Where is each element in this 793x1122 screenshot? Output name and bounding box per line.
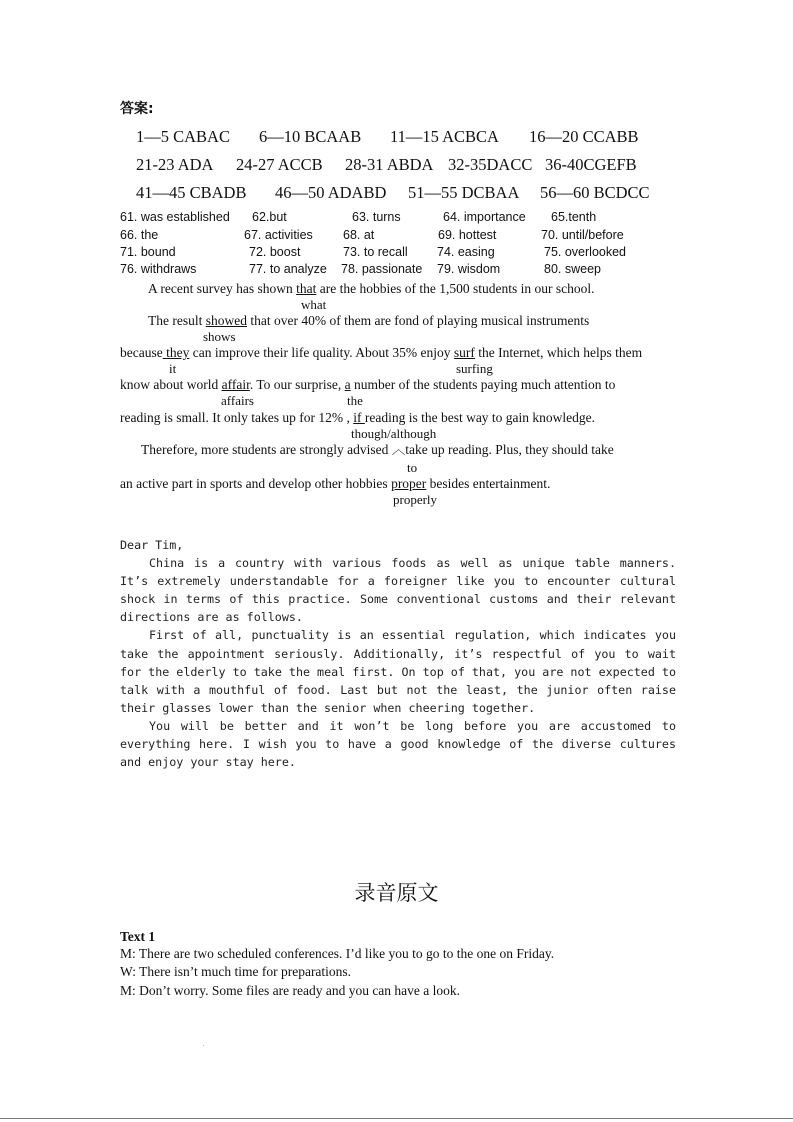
correction-line-4: know about world affair. To our surprise, a number of the students paying much attention to [120,377,616,392]
mc-answer: 28-31 ABDA [345,155,434,174]
fill-answer: 76. withdraws [120,262,197,276]
mc-row-1 [0,127,793,147]
mc-answer: 32-35DACC [448,155,533,174]
fill-answer: 79. wisdom [437,262,501,276]
letter-paragraph: First of all, punctuality is an essential regulation, which indicates you take the appointment seriously. Additionally, it’s respectful of you to wait for the elderly to take the meal first. On top of that, you are not expected to talk with a mouthful of food. Last but not the least, the junior often raise their glasses lower than the senior when cheering together. [120,628,676,715]
correction-fix: it [169,361,177,376]
fill-answer: 62.but [252,210,287,224]
correction-fix: what [301,297,327,312]
correction-line-2: The result showed that over 40% of them are fond of playing musical instruments [148,313,590,328]
mc-answer: 36-40CGEFB [545,155,637,174]
fill-row-1 [0,210,793,226]
fill-answer: 64. importance [443,210,526,224]
fill-answer: 73. to recall [343,245,408,259]
correction-line-3: because they can improve their life quality. About 35% enjoy surf the Internet, which helps them [120,345,643,360]
fill-answer: 70. until/before [541,228,624,242]
fill-answer: 80. sweep [544,262,601,276]
mc-answer: 21-23 ADA [136,155,214,174]
letter-paragraph: China is a country with various foods as well as unique table manners. It’s extremely understandable for a foreigner like you to encounter cultural shock in terms of this practice. Some conventional customs and their relevant directions are as follows. [120,556,676,625]
fill-answer: 74. easing [437,245,495,259]
fill-row-4 [0,262,793,278]
correction-line-5: reading is small. It only takes up for 12% , if reading is the best way to gain knowledge. [120,410,596,425]
mc-answer: 11—15 ACBCA [390,127,499,146]
fill-answer: 65.tenth [551,210,597,224]
correction-fix: to [407,460,418,475]
fill-answer: 75. overlooked [544,245,627,259]
correction-fix: though/although [351,426,437,441]
correction-fix: shows [203,329,236,344]
fill-answer: 69. hottest [438,228,497,242]
mc-answer: 51—55 DCBAA [408,183,520,202]
fill-answer: 66. the [120,228,159,242]
text-label: Text 1 [120,929,156,944]
transcript-line: M: There are two scheduled conferences. I’d like you to go to the one on Friday. [120,946,555,961]
correction-fix: properly [393,492,438,507]
letter-greeting: Dear Tim, [120,538,184,552]
fill-answer: 78. passionate [341,262,423,276]
mc-answer: 16—20 CCABB [529,127,639,146]
mc-answer: 56—60 BCDCC [540,183,650,202]
fill-answer: 61. was established [120,210,230,224]
answers-title: 答案: [120,101,154,117]
fill-answer: 68. at [343,228,375,242]
transcript-title: 录音原文 [354,881,439,905]
transcript-line: M: Don’t worry. Some files are ready and you can have a look. [120,983,461,998]
fill-answer: 71. bound [120,245,176,259]
page-speck [203,1045,204,1046]
fill-answer: 72. boost [249,245,301,259]
fill-answer: 63. turns [352,210,401,224]
transcript-line: W: There isn’t much time for preparations. [120,964,352,979]
correction-fix: surfing [456,361,493,376]
mc-row-2 [0,155,793,175]
mc-answer: 24-27 ACCB [236,155,323,174]
correction-line-1: A recent survey has shown that are the hobbies of the 1,500 students in our school. [148,281,595,296]
mc-answer: 46—50 ADABD [275,183,387,202]
correction-line-7: an active part in sports and develop other hobbies proper besides entertainment. [120,476,551,491]
fill-answer: 77. to analyze [249,262,327,276]
letter-paragraph: You will be better and it won’t be long before you are accustomed to everything here. I wish you to have a good knowledge of the diverse cultures and enjoy your stay here. [120,718,676,770]
mc-answer: 41—45 CBADB [136,183,247,202]
page-bottom-rule [0,1118,793,1119]
letter [120,536,676,771]
correction-fix: affairs [221,393,254,408]
fill-row-2 [0,228,793,244]
correction-line-6: Therefore, more students are strongly advised ︿take up reading. Plus, they should take [141,442,614,457]
fill-answer: 67. activities [244,228,313,242]
mc-answer: 6—10 BCAAB [259,127,362,146]
fill-row-3 [0,245,793,261]
mc-answer: 1—5 CABAC [136,127,230,146]
correction-fix: the [347,393,363,408]
mc-row-3 [0,183,793,203]
